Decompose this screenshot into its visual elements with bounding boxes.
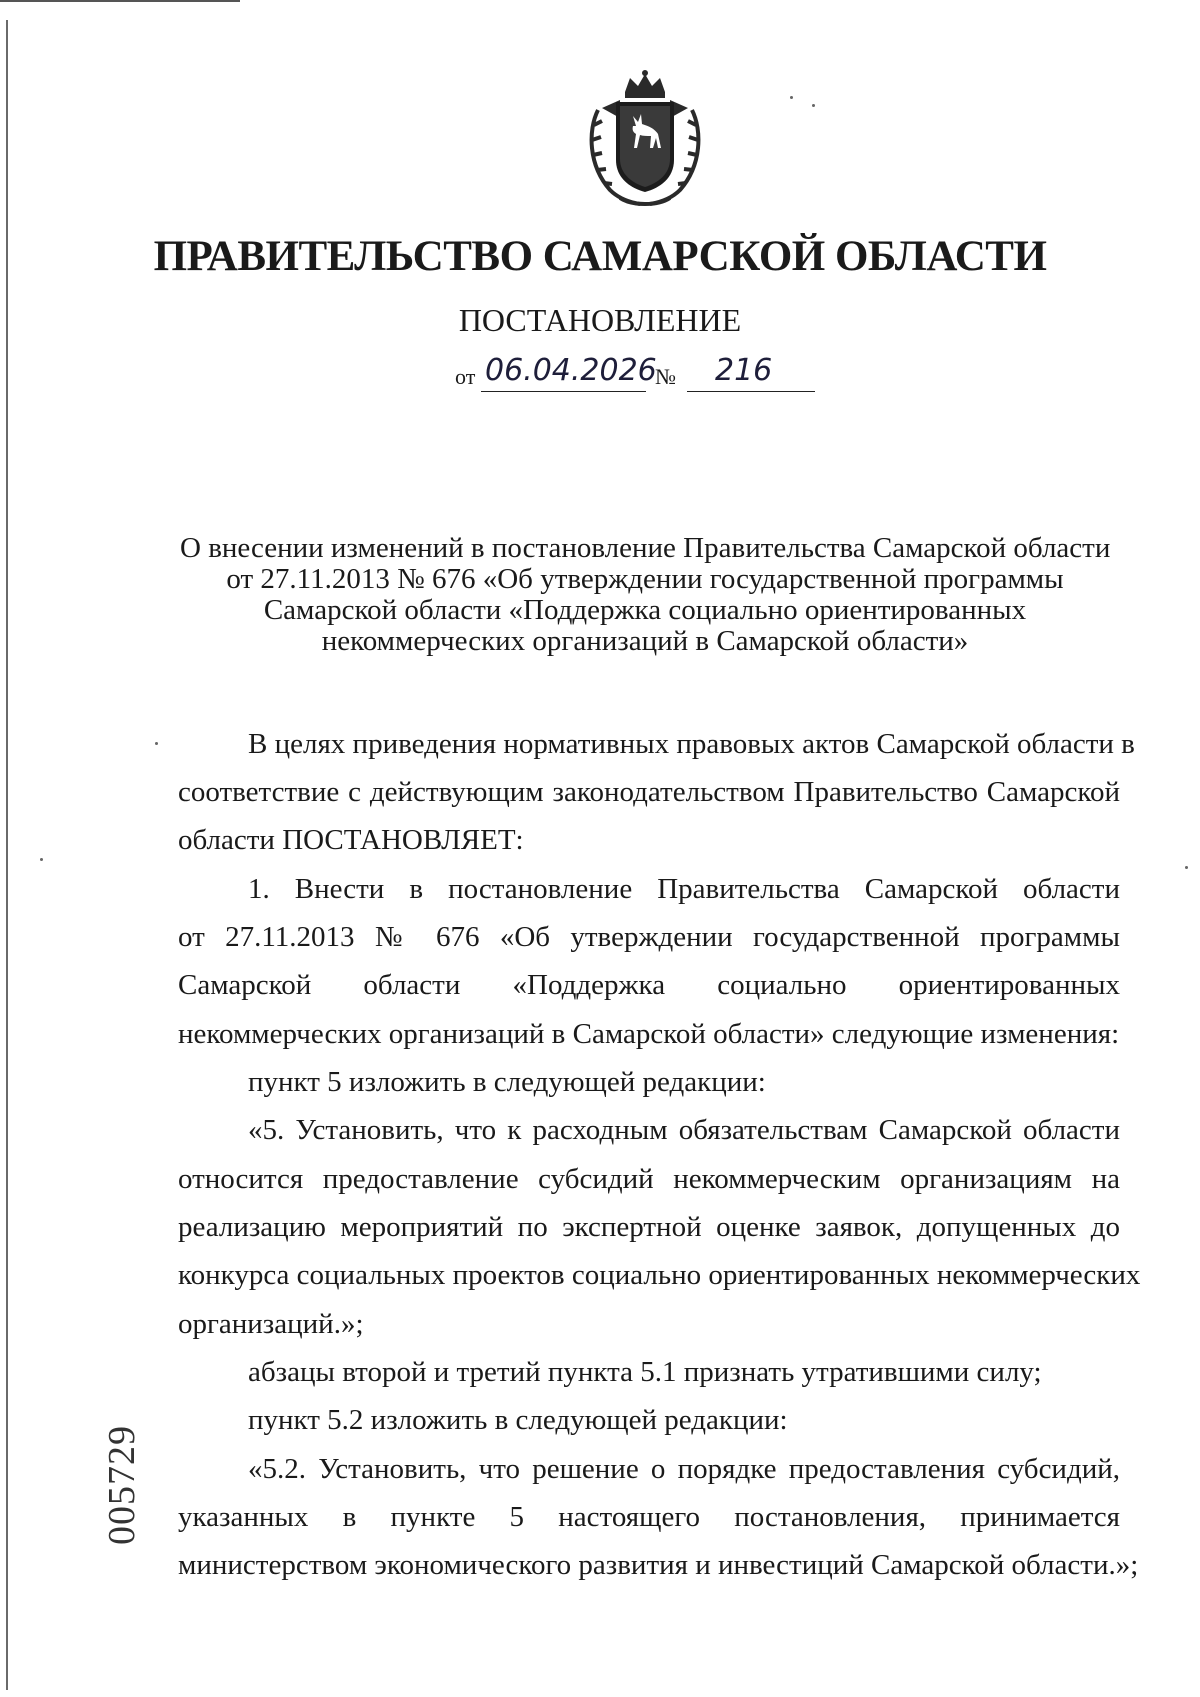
body-line: В целях приведения нормативных правовых актов Самарской области в (248, 728, 1135, 760)
scan-speck (1185, 866, 1188, 869)
handwritten-number: 216 (715, 353, 773, 388)
body-line: области ПОСТАНОВЛЯЕТ: (178, 824, 524, 856)
organization-title: ПРАВИТЕЛЬСТВО САМАРСКОЙ ОБЛАСТИ (153, 233, 1047, 280)
body-line: от 27.11.2013 № 676 «Об утверждении государственной программы (178, 921, 1120, 953)
number-underline (687, 391, 815, 392)
body-line: конкурса социальных проектов социально ориентированных некоммерческих (178, 1259, 1141, 1291)
body-line: «5.2. Установить, что решение о порядке предоставления субсидий, (248, 1453, 1120, 1485)
scan-edge-top (0, 0, 240, 2)
body-line: указанных в пункте 5 настоящего постановления, принимается (178, 1501, 1120, 1533)
scan-speck (155, 742, 158, 745)
subject-line: Самарской области «Поддержка социально ориентированных (263, 594, 1027, 626)
scan-speck (790, 96, 793, 99)
body-line: пункт 5.2 изложить в следующей редакции: (248, 1404, 788, 1436)
body-line: «5. Установить, что к расходным обязательствам Самарской области (248, 1114, 1120, 1146)
body-line: абзацы второй и третий пункта 5.1 признать утратившими силу; (248, 1356, 1042, 1388)
body-line: организаций.»; (178, 1308, 364, 1340)
handwritten-date: 06.04.2026 (485, 353, 657, 388)
subject-line: О внесении изменений в постановление Правительства Самарской области (180, 532, 1111, 564)
subject-line: от 27.11.2013 № 676 «Об утверждении государственной программы (226, 563, 1064, 595)
body-line: некоммерческих организаций в Самарской области» следующие изменения: (178, 1018, 1120, 1050)
document-date-number-line (455, 353, 855, 398)
number-prefix: № (655, 364, 676, 389)
body-line: относится предоставление субсидий некоммерческим организациям на (178, 1163, 1120, 1195)
registration-number: 005729 (101, 1425, 143, 1545)
body-line: пункт 5 изложить в следующей редакции: (248, 1066, 766, 1098)
body-line: министерством экономического развития и инвестиций Самарской области.»; (178, 1549, 1139, 1581)
date-prefix: от (455, 364, 476, 389)
body-line: реализацию мероприятий по экспертной оценке заявок, допущенных до (178, 1211, 1120, 1243)
scan-speck (40, 858, 43, 861)
scan-speck (812, 104, 815, 107)
body-line: соответствие с действующим законодательством Правительство Самарской (178, 776, 1120, 808)
subject-line: некоммерческих организаций в Самарской области» (321, 625, 969, 657)
body-line: 1. Внести в постановление Правительства Самарской области (248, 873, 1120, 905)
document-subject (180, 533, 1110, 657)
date-underline (481, 391, 646, 392)
samara-coat-of-arms-icon (580, 70, 710, 210)
body-line: Самарской области «Поддержка социально ориентированных (178, 969, 1120, 1001)
document-type-title: ПОСТАНОВЛЕНИЕ (458, 302, 742, 338)
